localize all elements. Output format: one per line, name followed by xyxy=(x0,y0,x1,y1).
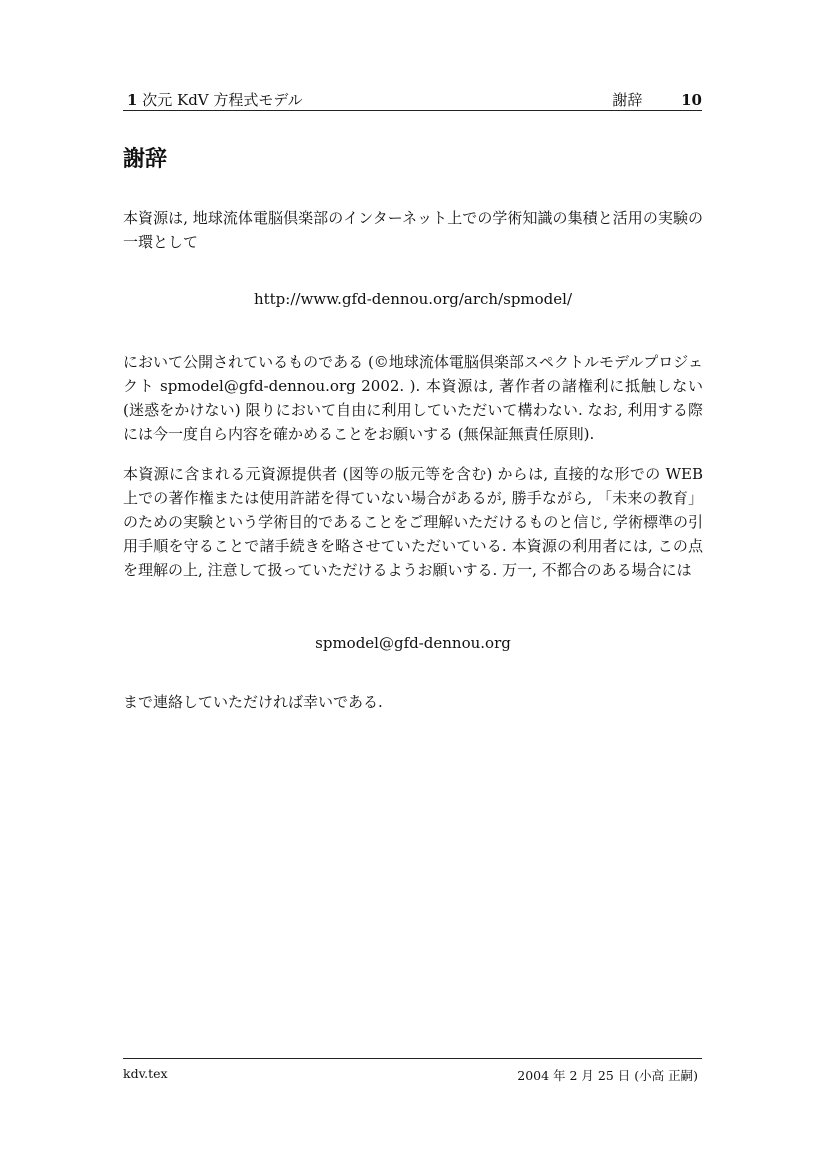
section-title: 謝辞 xyxy=(123,147,168,172)
page-number: 10 xyxy=(681,91,702,109)
contact-email[interactable]: spmodel@gfd-dennou.org xyxy=(315,634,511,652)
page-footer xyxy=(123,1058,702,1083)
chapter-title: 次元 KdV 方程式モデル xyxy=(142,91,303,109)
running-head-chapter xyxy=(127,89,303,110)
footer-date-author: 2004 年 2 月 25 日 (小高 正嗣) xyxy=(517,1068,698,1083)
url-link[interactable]: http://www.gfd-dennou.org/arch/spmodel/ xyxy=(253,290,573,308)
section-name: 謝辞 xyxy=(612,91,643,109)
page-header xyxy=(123,88,702,111)
paragraph-copyright: 本資源に含まれる元資源提供者 (図等の版元等を含む) からは, 直接的な形での WEB 上での著作権または使用許諾を得ていない場合があるが, 勝手ながら, 「未来の教育」のための実験という学術目的であることをご理解いただけるものと信じ, 学術標準の引用手順を守ることで諸手続きを略させていただいている. 本資源の利用者には, この点を理解の上, 注意して扱っていただけるようお願いする. 万一, 不都合のある場合には xyxy=(123,465,703,579)
footer-filename: kdv.tex xyxy=(123,1066,168,1081)
running-head-section xyxy=(612,89,702,110)
paragraph-intro: 本資源は, 地球流体電脳倶楽部のインターネット上での学術知識の集積と活用の実験の一環として xyxy=(123,209,703,251)
paragraph-closing: まで連絡していただければ幸いである. xyxy=(123,693,383,711)
paragraph-license: において公開されているものである (©地球流体電脳倶楽部スペクトルモデルプロジェクト spmodel@gfd-dennou.org 2002. ). 本資源は, 著作者の諸権利に抵触しない (迷惑をかけない) 限りにおいて自由に利用していただいて構わない. なお, 利用する際には今一度自ら内容を確かめることをお願いする (無保証無責任原則). xyxy=(123,353,703,443)
chapter-number: 1 xyxy=(127,91,138,109)
